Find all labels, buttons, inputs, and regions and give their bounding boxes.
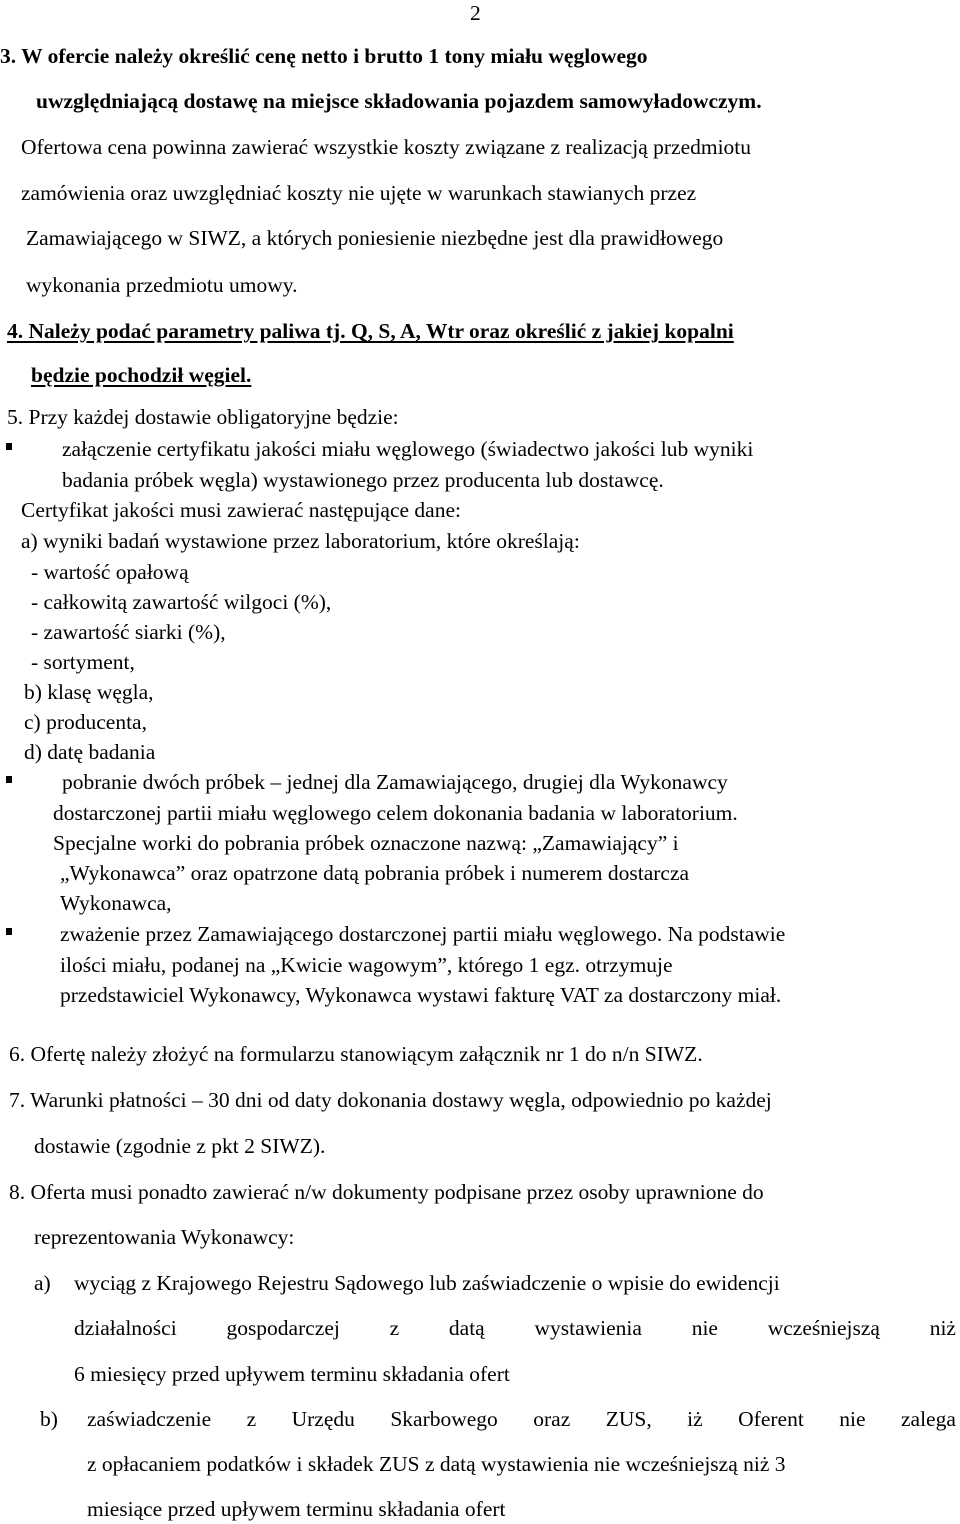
item8-b-line3: miesiące przed upływem terminu składania ofert <box>87 1497 506 1521</box>
item3-line1: 3. W ofercie należy określić cenę netto i brutto 1 tony miału węglowego <box>0 44 648 68</box>
item5-bullet2-line3: Specjalne worki do pobrania próbek oznaczone nazwą: „Zamawiający” i <box>53 831 679 855</box>
word: Urzędu <box>291 1407 355 1431</box>
item5-intro: 5. Przy każdej dostawie obligatoryjne będzie: <box>7 405 399 429</box>
item3-line4: zamówienia oraz uwzględniać koszty nie ujęte w warunkach stawianych przez <box>21 181 697 205</box>
item8-line1: 8. Oferta musi ponadto zawierać n/w dokumenty podpisane przez osoby uprawnione do <box>9 1180 764 1204</box>
word: oraz <box>533 1407 571 1431</box>
item3-line2: uwzględniającą dostawę na miejsce składowania pojazdem samowyładowczym. <box>36 89 762 113</box>
word: Skarbowego <box>390 1407 498 1431</box>
item7-line1: 7. Warunki płatności – 30 dni od daty dokonania dostawy węgla, odpowiednio po każdej <box>9 1088 772 1112</box>
item5-bullet1-line2: badania próbek węgla) wystawionego przez producenta lub dostawcę. <box>62 468 664 492</box>
item7-line2: dostawie (zgodnie z pkt 2 SIWZ). <box>34 1134 326 1158</box>
word: Oferent <box>738 1407 804 1431</box>
item5-bullet2-line5: Wykonawca, <box>60 891 172 915</box>
word: nie <box>839 1407 866 1431</box>
item8-b-line1 <box>87 1406 956 1432</box>
item5-bullet2-line2: dostarczonej partii miału węglowego celem dokonania badania w laboratorium. <box>53 801 738 825</box>
item5-bullet3-line1: zważenie przez Zamawiającego dostarczonej partii miału węglowego. Na podstawie <box>60 922 786 946</box>
item8-b-line2: z opłacaniem podatków i składek ZUS z datą wystawienia nie wcześniejszą niż 3 <box>87 1452 786 1476</box>
item8-line2: reprezentowania Wykonawcy: <box>34 1225 295 1249</box>
word: zalega <box>901 1407 956 1431</box>
item5-bullet1-line1: załączenie certyfikatu jakości miału węglowego (świadectwo jakości lub wyniki <box>62 437 754 461</box>
word: ZUS, <box>605 1407 652 1431</box>
item8-b-label: b) <box>40 1407 58 1431</box>
item3-line5: Zamawiającego w SIWZ, a których poniesienie niezbędne jest dla prawidłowego <box>26 226 724 250</box>
word: niż <box>929 1316 956 1340</box>
page-number: 2 <box>470 1 481 25</box>
item5-b-line: b) klasę węgla, <box>24 680 154 704</box>
word: wcześniejszą <box>767 1316 880 1340</box>
item5-dash4: - sortyment, <box>31 650 135 674</box>
bullet-square-icon <box>6 928 12 935</box>
item5-a-line: a) wyniki badań wystawione przez laboratorium, które określają: <box>21 529 580 553</box>
item5-bullet3-line2: ilości miału, podanej na „Kwicie wagowym”, którego 1 egz. otrzymuje <box>60 953 673 977</box>
item5-dash1: - wartość opałową <box>31 560 189 584</box>
item5-cert-intro: Certyfikat jakości musi zawierać następujące dane: <box>21 498 461 522</box>
word: datą <box>448 1316 485 1340</box>
item8-a-label: a) <box>34 1271 51 1295</box>
bullet-square-icon <box>6 776 12 783</box>
item5-c-line: c) producenta, <box>24 710 147 734</box>
item8-a-line2 <box>74 1315 956 1341</box>
item4-line2: będzie pochodził węgiel. <box>31 363 252 387</box>
word: z <box>389 1316 400 1340</box>
word: zaświadczenie <box>87 1407 212 1431</box>
bullet-square-icon <box>6 443 12 450</box>
item3-line6: wykonania przedmiotu umowy. <box>26 273 298 297</box>
item5-dash3: - zawartość siarki (%), <box>31 620 226 644</box>
item5-bullet3-line3: przedstawiciel Wykonawcy, Wykonawca wystawi fakturę VAT za dostarczony miał. <box>60 983 782 1007</box>
item3-line3: Ofertowa cena powinna zawierać wszystkie koszty związane z realizacją przedmiotu <box>21 135 752 159</box>
item5-dash2: - całkowitą zawartość wilgoci (%), <box>31 590 332 614</box>
word: z <box>246 1407 257 1431</box>
word: iż <box>687 1407 703 1431</box>
item4-line1: 4. Należy podać parametry paliwa tj. Q, S, A, Wtr oraz określić z jakiej kopalni <box>7 319 734 343</box>
item5-d-line: d) datę badania <box>24 740 156 764</box>
word: gospodarczej <box>226 1316 340 1340</box>
item8-a-line3: 6 miesięcy przed upływem terminu składania ofert <box>74 1362 510 1386</box>
item8-a-line1: wyciąg z Krajowego Rejestru Sądowego lub zaświadczenie o wpisie do ewidencji <box>74 1271 780 1295</box>
word: wystawienia <box>534 1316 642 1340</box>
item6-line1: 6. Ofertę należy złożyć na formularzu stanowiącym załącznik nr 1 do n/n SIWZ. <box>9 1042 703 1066</box>
item5-bullet2-line4: „Wykonawca” oraz opatrzone datą pobrania próbek i numerem dostarcza <box>60 861 690 885</box>
item5-bullet2-line1: pobranie dwóch próbek – jednej dla Zamawiającego, drugiej dla Wykonawcy <box>62 770 728 794</box>
word: działalności <box>74 1316 177 1340</box>
word: nie <box>691 1316 718 1340</box>
